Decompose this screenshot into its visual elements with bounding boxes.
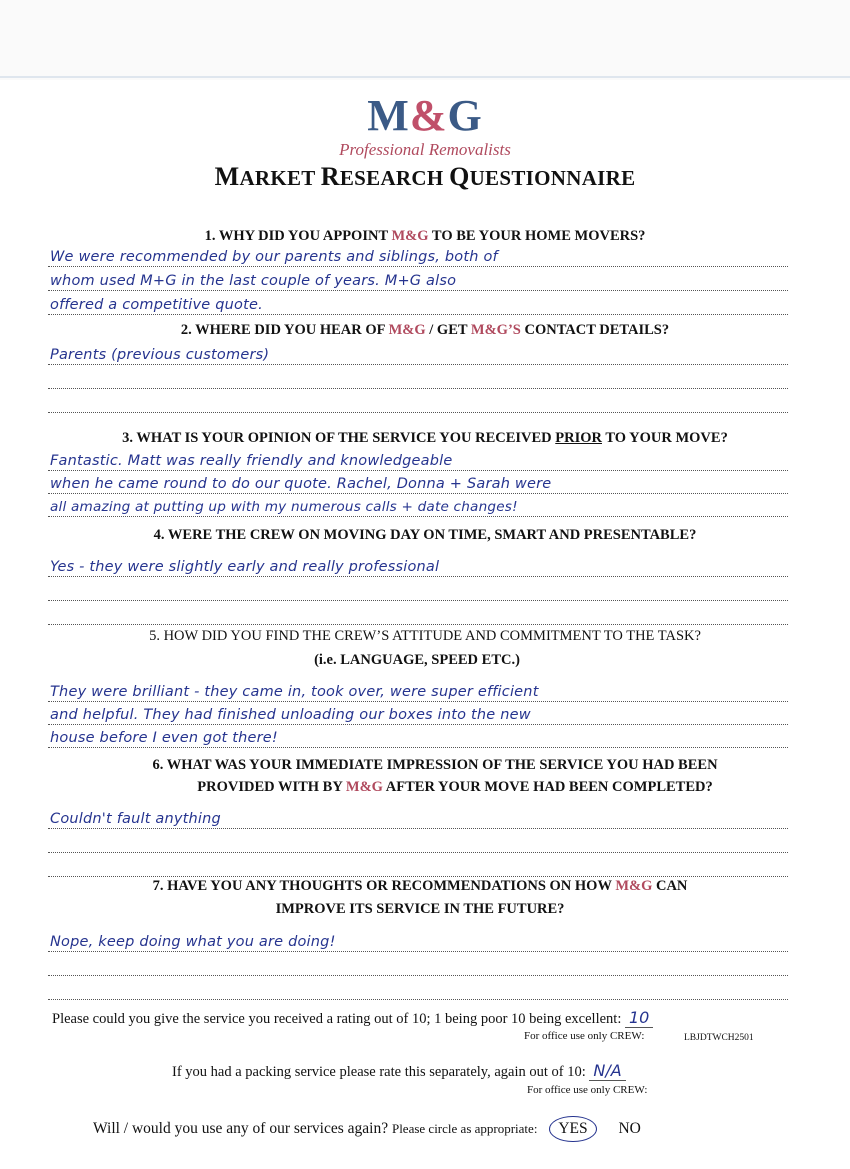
circle-hint: Please circle as appropriate: (391, 1121, 538, 1136)
logo-ampersand: & (409, 91, 448, 140)
answer-3-line-1[interactable]: Fantastic. Matt was really friendly and knowledgeable (48, 449, 788, 471)
service-rating-row (52, 1008, 653, 1028)
answer-2-line-1[interactable]: Parents (previous customers) (48, 343, 788, 365)
office-use-label-1: For office use only CREW: (524, 1030, 645, 1042)
answer-4-line-3[interactable] (48, 603, 788, 625)
question-4: 4. WERE THE CREW ON MOVING DAY ON TIME, SMART AND PRESENTABLE? (153, 527, 697, 543)
answer-4-line-1[interactable]: Yes - they were slightly early and really professional (48, 555, 788, 577)
answer-7-line-1[interactable]: Nope, keep doing what you are doing! (48, 930, 788, 952)
answer-6-line-3[interactable] (48, 855, 788, 877)
answer-7-line-3[interactable] (48, 978, 788, 1000)
answer-7-line-2[interactable] (48, 954, 788, 976)
question-1: 1. WHY DID YOU APPOINT M&G TO BE YOUR HOME MOVERS? (204, 228, 646, 244)
question-6-line-2: PROVIDED WITH BY M&G AFTER YOUR MOVE HAD BEEN COMPLETED? (197, 779, 713, 795)
question-7-line-1: 7. HAVE YOU ANY THOUGHTS OR RECOMMENDATIONS ON HOW M&G CAN (152, 878, 688, 894)
question-6-line-1: 6. WHAT WAS YOUR IMMEDIATE IMPRESSION OF THE SERVICE YOU HAD BEEN (152, 757, 718, 773)
office-crew-code: LBJDTWCH2501 (684, 1033, 754, 1043)
answer-5-line-3[interactable]: house before I even got there! (48, 726, 788, 748)
answer-2-line-3[interactable] (48, 391, 788, 413)
no-option[interactable]: NO (618, 1120, 641, 1137)
answer-2-line-2[interactable] (48, 367, 788, 389)
answer-3-line-3[interactable]: all amazing at putting up with my numerous calls + date changes! (48, 495, 788, 517)
question-7-line-2: IMPROVE ITS SERVICE IN THE FUTURE? (275, 901, 565, 917)
packing-rating-value[interactable]: N/A (589, 1061, 625, 1081)
logo-letter-g: G (447, 91, 483, 140)
answer-1-line-2[interactable]: whom used M+G in the last couple of years. M+G also (48, 269, 788, 291)
packing-rating-label: If you had a packing service please rate this separately, again out of 10: (172, 1064, 586, 1080)
answer-6-line-2[interactable] (48, 831, 788, 853)
service-rating-value[interactable]: 10 (625, 1008, 653, 1028)
use-again-label: Will / would you use any of our services again? (93, 1120, 389, 1137)
service-rating-label: Please could you give the service you received a rating out of 10; 1 being poor 10 being excellent: (52, 1011, 622, 1027)
use-again-row (93, 1116, 641, 1142)
company-logo (0, 90, 850, 141)
scan-top-margin (0, 0, 850, 80)
answer-6-line-1[interactable]: Couldn't fault anything (48, 807, 788, 829)
yes-option[interactable]: YES (549, 1116, 596, 1142)
question-5-subtext: (i.e. LANGUAGE, SPEED ETC.) (314, 652, 520, 668)
question-5: 5. HOW DID YOU FIND THE CREW’S ATTITUDE AND COMMITMENT TO THE TASK? (149, 628, 701, 644)
logo-letter-m: M (367, 91, 410, 140)
logo-subtitle: Professional Removalists (339, 140, 511, 159)
answer-1-line-3[interactable]: offered a competitive quote. (48, 293, 788, 315)
answer-4-line-2[interactable] (48, 579, 788, 601)
answer-3-line-2[interactable]: when he came round to do our quote. Rachel, Donna + Sarah were (48, 472, 788, 494)
answer-5-line-2[interactable]: and helpful. They had finished unloading our boxes into the new (48, 703, 788, 725)
page-title: MARKET RESEARCH QUESTIONNAIRE (214, 162, 636, 191)
question-2: 2. WHERE DID YOU HEAR OF M&G / GET M&G’S CONTACT DETAILS? (180, 322, 670, 338)
scan-edge-line (0, 76, 850, 78)
office-use-label-2: For office use only CREW: (527, 1084, 648, 1096)
packing-rating-row (172, 1061, 626, 1081)
question-3: 3. WHAT IS YOUR OPINION OF THE SERVICE YOU RECEIVED PRIOR TO YOUR MOVE? (122, 430, 728, 446)
answer-5-line-1[interactable]: They were brilliant - they came in, took over, were super efficient (48, 680, 788, 702)
answer-1-line-1[interactable]: We were recommended by our parents and siblings, both of (48, 245, 788, 267)
